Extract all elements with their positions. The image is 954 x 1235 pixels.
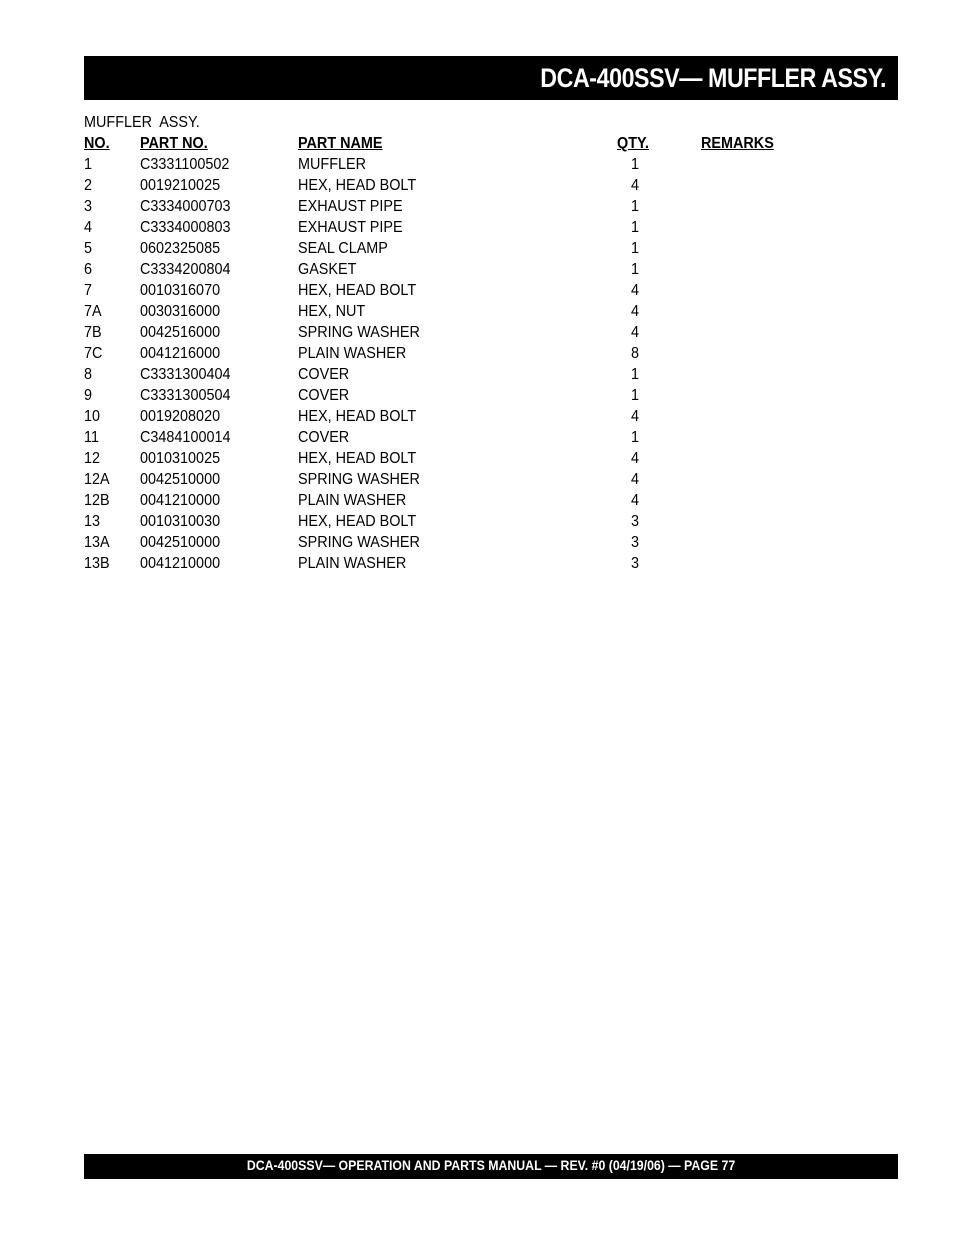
- row-qty: 4: [630, 177, 640, 194]
- table-row: [84, 322, 804, 343]
- row-part-no: C3334200804: [140, 261, 231, 278]
- table-row: [84, 385, 804, 406]
- row-no: 7A: [84, 303, 102, 320]
- row-no: 10: [84, 408, 101, 425]
- row-qty: 3: [630, 534, 640, 551]
- row-qty: 4: [630, 471, 640, 488]
- row-no: 7C: [84, 345, 103, 362]
- row-part-name: COVER: [298, 387, 350, 404]
- row-part-name: HEX, HEAD BOLT: [298, 408, 417, 425]
- table-row: [84, 154, 804, 175]
- row-part-name: HEX, HEAD BOLT: [298, 177, 417, 194]
- row-no: 2: [84, 177, 93, 194]
- row-part-no: 0019208020: [140, 408, 221, 425]
- header-remarks: REMARKS: [701, 135, 774, 152]
- row-qty: 4: [630, 450, 640, 467]
- row-part-name: SEAL CLAMP: [298, 240, 388, 257]
- row-part-no: 0010310025: [140, 450, 221, 467]
- table-row: [84, 511, 804, 532]
- table-row: [84, 196, 804, 217]
- row-qty: 1: [630, 387, 640, 404]
- row-no: 3: [84, 198, 93, 215]
- row-qty: 1: [630, 219, 640, 236]
- row-part-name: EXHAUST PIPE: [298, 198, 403, 215]
- row-part-name: MUFFLER: [298, 156, 367, 173]
- row-qty: 1: [630, 261, 640, 278]
- row-qty: 4: [630, 492, 640, 509]
- footer-text: DCA-400SSV— OPERATION AND PARTS MANUAL — REV. #0 (04/19/06) — PAGE 77: [246, 1157, 736, 1173]
- table-row: [84, 469, 804, 490]
- row-part-name: HEX, HEAD BOLT: [298, 282, 417, 299]
- header-part-no: PART NO.: [140, 135, 208, 152]
- row-part-no: 0042516000: [140, 324, 221, 341]
- row-part-name: SPRING WASHER: [298, 471, 420, 488]
- row-qty: 1: [630, 156, 640, 173]
- row-part-name: HEX, HEAD BOLT: [298, 450, 417, 467]
- row-part-no: C3334000703: [140, 198, 231, 215]
- header-part-name: PART NAME: [298, 135, 383, 152]
- parts-table: [84, 133, 804, 574]
- row-part-no: 0019210025: [140, 177, 221, 194]
- table-row: [84, 532, 804, 553]
- row-qty: 1: [630, 366, 640, 383]
- header-no: NO.: [84, 135, 110, 152]
- table-row: [84, 406, 804, 427]
- table-row: [84, 175, 804, 196]
- row-no: 13B: [84, 555, 110, 572]
- row-no: 6: [84, 261, 93, 278]
- table-header-row: [84, 133, 804, 154]
- row-part-no: 0041216000: [140, 345, 221, 362]
- table-row: [84, 490, 804, 511]
- table-row: [84, 343, 804, 364]
- row-qty: 4: [630, 282, 640, 299]
- row-part-no: C3334000803: [140, 219, 231, 236]
- row-no: 13A: [84, 534, 110, 551]
- row-part-no: 0602325085: [140, 240, 221, 257]
- row-part-name: HEX, NUT: [298, 303, 366, 320]
- page-title: DCA-400SSV— MUFFLER ASSY.: [540, 63, 886, 93]
- row-no: 7B: [84, 324, 102, 341]
- header-bar: [84, 56, 898, 100]
- row-part-name: PLAIN WASHER: [298, 555, 407, 572]
- row-no: 1: [84, 156, 93, 173]
- row-part-no: C3331300504: [140, 387, 231, 404]
- row-part-name: PLAIN WASHER: [298, 345, 407, 362]
- row-part-no: 0010316070: [140, 282, 221, 299]
- table-row: [84, 364, 804, 385]
- row-qty: 8: [630, 345, 640, 362]
- row-part-no: 0030316000: [140, 303, 221, 320]
- row-part-name: PLAIN WASHER: [298, 492, 407, 509]
- row-part-name: COVER: [298, 366, 350, 383]
- row-part-no: 0041210000: [140, 555, 221, 572]
- row-part-no: C3331100502: [140, 156, 230, 173]
- row-part-name: EXHAUST PIPE: [298, 219, 403, 236]
- row-no: 4: [84, 219, 93, 236]
- row-qty: 3: [630, 513, 640, 530]
- table-row: [84, 448, 804, 469]
- row-no: 7: [84, 282, 93, 299]
- table-row: [84, 553, 804, 574]
- row-no: 12A: [84, 471, 110, 488]
- row-no: 13: [84, 513, 101, 530]
- row-qty: 4: [630, 408, 640, 425]
- row-qty: 1: [630, 429, 640, 446]
- row-part-no: 0042510000: [140, 534, 221, 551]
- row-qty: 1: [630, 240, 640, 257]
- row-no: 12B: [84, 492, 110, 509]
- row-part-name: COVER: [298, 429, 350, 446]
- table-row: [84, 280, 804, 301]
- section-label: MUFFLER ASSY.: [84, 114, 200, 131]
- table-row: [84, 427, 804, 448]
- table-row: [84, 238, 804, 259]
- row-qty: 4: [630, 303, 640, 320]
- header-qty: QTY.: [617, 135, 650, 152]
- row-part-name: GASKET: [298, 261, 357, 278]
- row-no: 11: [84, 429, 99, 446]
- row-part-no: C3331300404: [140, 366, 231, 383]
- table-row: [84, 259, 804, 280]
- row-qty: 1: [630, 198, 640, 215]
- row-part-no: 0010310030: [140, 513, 221, 530]
- row-part-name: HEX, HEAD BOLT: [298, 513, 417, 530]
- table-row: [84, 217, 804, 238]
- row-part-no: 0041210000: [140, 492, 221, 509]
- row-part-no: 0042510000: [140, 471, 221, 488]
- row-qty: 4: [630, 324, 640, 341]
- row-part-name: SPRING WASHER: [298, 534, 420, 551]
- row-no: 5: [84, 240, 93, 257]
- table-body: [84, 154, 804, 574]
- footer-bar: [84, 1154, 898, 1179]
- table-row: [84, 301, 804, 322]
- row-part-name: SPRING WASHER: [298, 324, 420, 341]
- row-no: 9: [84, 387, 93, 404]
- row-no: 12: [84, 450, 101, 467]
- row-part-no: C3484100014: [140, 429, 231, 446]
- row-qty: 3: [630, 555, 640, 572]
- row-no: 8: [84, 366, 93, 383]
